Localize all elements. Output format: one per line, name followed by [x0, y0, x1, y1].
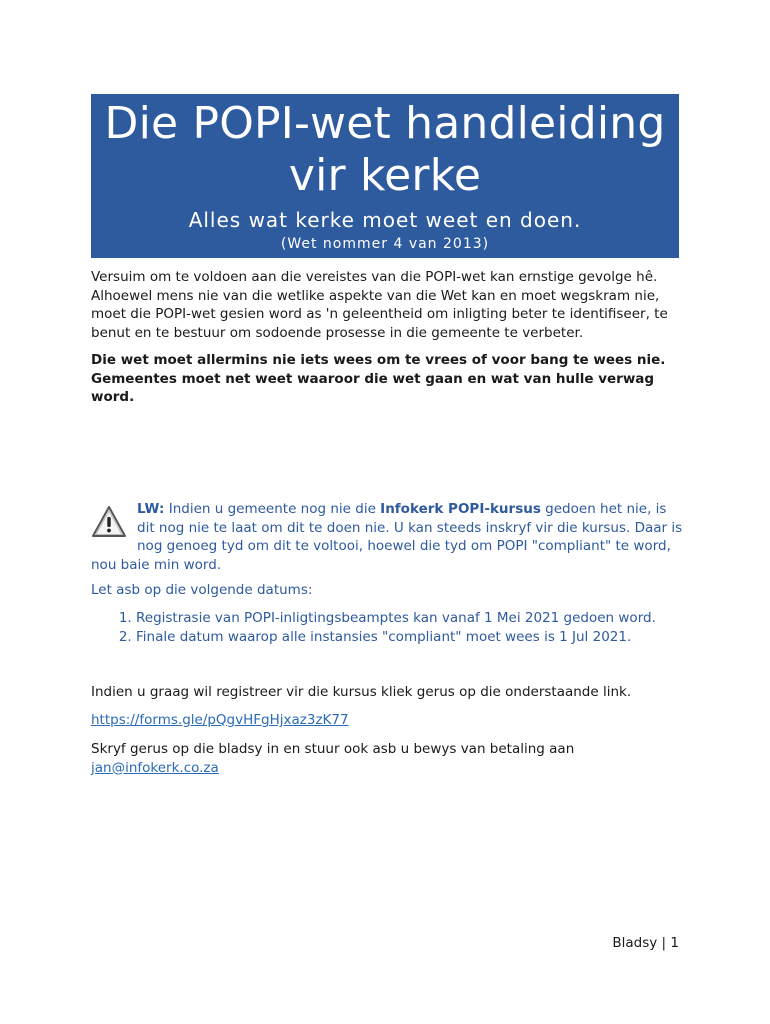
- document-title: [91, 94, 679, 202]
- warning-text-after: gedoen het nie, is dit nog nie te laat om dit te doen nie. U kan steeds inskryf vir die kursus. Daar is nog genoeg tyd om dit te voltooi, hoewel die tyd om POPI "compliant" te word, nou baie min word.: [91, 501, 683, 573]
- dates-intro: Let asb op die volgende datums:: [91, 582, 313, 598]
- act-number-note: (Wet nommer 4 van 2013): [280, 236, 490, 252]
- email-link[interactable]: jan@infokerk.co.za: [91, 759, 219, 776]
- register-paragraph: Indien u graag wil registreer vir die kursus kliek gerus op die onderstaande link.: [91, 684, 632, 700]
- intro-paragraph: Versuim om te voldoen aan die vereistes van die POPI-wet kan ernstige gevolge hê. Alhoewel mens nie van die wetlike aspekte van die Wet kan en moet wegskram nie, moet die POPI-wet gesien word as 'n geleentheid om inligting beter te identifiseer, te benut en te bestuur om sodoende prosesse in die gemeente te verbeter.: [91, 269, 668, 341]
- warning-text-before: Indien u gemeente nog nie die: [164, 501, 381, 517]
- title-banner: [91, 94, 679, 258]
- dates-list: [91, 609, 656, 646]
- emphasis-paragraph: Die wet moet allermins nie iets wees om te vrees of voor bang te wees nie. Gemeentes moet net weet waaroor die wet gaan en wat van hulle verwag word.: [91, 352, 666, 405]
- title-line-2: vir kerke: [288, 150, 482, 201]
- warning-label: LW:: [137, 501, 165, 517]
- register-link-paragraph: [91, 711, 683, 730]
- document-subtitle: Alles wat kerke moet weet en doen.: [188, 208, 582, 232]
- warning-triangle-icon: [91, 504, 127, 540]
- warning-note: [91, 500, 687, 574]
- date-item-registration: 1. Registrasie van POPI-inligtingsbeamptes kan vanaf 1 Mei 2021 gedoen word.: [136, 609, 656, 628]
- payment-paragraph: [91, 740, 683, 777]
- page-number: Bladsy | 1: [612, 935, 679, 951]
- registration-form-link[interactable]: https://forms.gle/pQgvHFgHjxaz3zK77: [91, 712, 349, 728]
- title-line-1: Die POPI-wet handleiding: [104, 98, 666, 149]
- date-item-final: 2. Finale datum waarop alle instansies "compliant" moet wees is 1 Jul 2021.: [136, 628, 656, 647]
- payment-text: Skryf gerus op die bladsy in en stuur ook asb u bewys van betaling aan: [91, 741, 575, 757]
- course-name: Infokerk POPI-kursus: [380, 501, 541, 517]
